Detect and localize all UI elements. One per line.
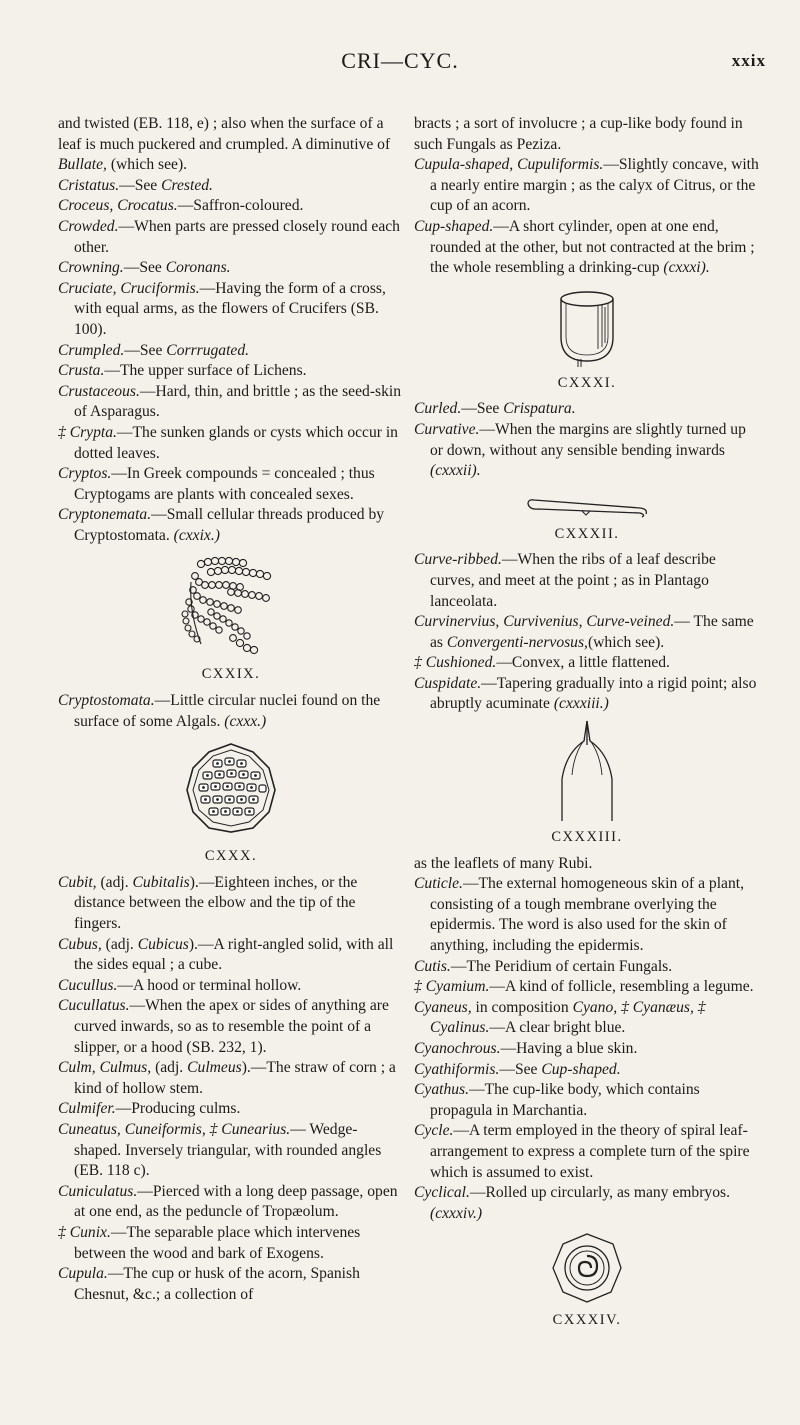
entry-cucullatus: Cucullatus.—When the apex or sides of anything are curved inwards, so as to resemble the point of a slipper, or a hood (SB. 232, 1). — [58, 997, 389, 1056]
entry-cristatus: Cristatus.—See Crested. — [58, 176, 213, 194]
entry-culm: Culm, Culmus, (adj. Culmeus).—The straw of corn ; a kind of hollow stem. — [58, 1059, 396, 1097]
entry-cuspidate: Cuspidate.—Tapering gradually into a rigid point; also abruptly acuminate (cxxxiii.) — [414, 674, 757, 713]
entry-crusta: Crusta.—The upper surface of Lichens. — [58, 362, 307, 380]
entry-cyaneus: Cyaneus, in composition Cyano, ‡ Cyanæus, ‡ Cyalinus.—A clear bright blue. — [414, 998, 706, 1037]
curvative-margin-illustration — [522, 496, 652, 520]
entry-crowning: Crowning.—See Coronans. — [58, 259, 231, 277]
entry-crustaceous: Crustaceous.—Hard, thin, and brittle ; as the seed-skin of Asparagus. — [58, 382, 402, 421]
cellular-threads-illustration — [171, 552, 291, 660]
entry-culmifer: Culmifer.—Producing culms. — [58, 1100, 241, 1118]
entry: and twisted (EB. 118, e) ; also when the surface of a leaf is much puckered and crumpled. A diminutive of Bullate, (which see). — [58, 115, 391, 174]
page-header — [0, 0, 800, 100]
figure-caption: CXXXIII. — [551, 829, 623, 846]
figure-cxxix — [58, 552, 404, 660]
figure-cxxxiv — [414, 1230, 760, 1306]
entry: bracts ; a sort of involucre ; a cup-like body found in such Fungals as Peziza. — [414, 115, 743, 153]
entry-curve-ribbed: Curve-ribbed.—When the ribs of a leaf describe curves, and meet at the point ; as in Plantago lanceolata. — [414, 551, 716, 610]
entry-cuticle: Cuticle.—The external homogeneous skin of a plant, consisting of a tough membrane overlying the epidermis. The word is also used for the skin of anything, including the epidermis. — [414, 875, 744, 955]
entry-curvinervius: Curvinervius, Curvivenius, Curve-veined.— The same as Convergenti-nervosus,(which see). — [414, 613, 754, 651]
entry-cuneatus: Cuneatus, Cuneiformis, ‡ Cunearius.— Wedge-shaped. Inversely triangular, with rounded angles (EB. 118 c). — [58, 1120, 382, 1180]
cuspidate-leaf-illustration — [552, 719, 622, 823]
figure-cxxx — [58, 740, 404, 836]
entry-continuation: as the leaflets of many Rubi. — [414, 854, 593, 872]
entry-cyclical: Cyclical.—Rolled up circularly, as many embryos. (cxxxiv.) — [414, 1184, 730, 1222]
entry-curvative: Curvative.—When the margins are slightly turned up or down, without any sensible bending inwards (cxxxii). — [414, 420, 746, 480]
figure-caption: CXXXI. — [557, 374, 617, 391]
entry-cupula: Cupula.—The cup or husk of the acorn, Spanish Chesnut, &c.; a collection of — [58, 1265, 360, 1303]
thread — [208, 609, 250, 639]
entry-cyathus: Cyathus.—The cup-like body, which contains propagula in Marchantia. — [414, 1081, 700, 1119]
left-column — [58, 114, 404, 1305]
entry-cushioned: ‡ Cushioned.—Convex, a little flattened. — [414, 654, 670, 672]
thread — [192, 573, 244, 591]
thread — [182, 611, 200, 642]
entry-cubus: Cubus, (adj. Cubicus).—A right-angled solid, with all the sides equal ; a cube. — [58, 935, 394, 974]
figure-caption: CXXXIV. — [552, 1312, 622, 1329]
running-title: CRI—CYC. — [341, 48, 459, 73]
right-column — [414, 114, 760, 1337]
thread — [197, 558, 246, 568]
thread — [228, 589, 270, 602]
figure-cxxxii — [414, 496, 760, 520]
page-number: xxix — [731, 51, 766, 70]
entry-crypta: ‡ Crypta.—The sunken glands or cysts which occur in dotted leaves. — [58, 423, 398, 462]
entry-crumpled: Crumpled.—See Corrrugated. — [58, 341, 250, 359]
entry-cupula-shaped: Cupula-shaped, Cupuliformis.—Slightly concave, with a nearly entire margin ; as the calyx of Citrus, or the cup of an acorn. — [414, 156, 759, 215]
entry-cyanochrous: Cyanochrous.—Having a blue skin. — [414, 1040, 638, 1057]
cryptostomata-illustration — [183, 740, 279, 836]
entry-curled: Curled.—See Crispatura. — [414, 400, 576, 418]
figure-caption: CXXIX. — [201, 666, 261, 683]
entry-cuniculatus: Cuniculatus.—Pierced with a long deep passage, open at one end, as the peduncle of Tropæolum. — [58, 1182, 398, 1221]
entry-cucullus: Cucullus.—A hood or terminal hollow. — [58, 976, 302, 994]
entry-cruciate: Cruciate, Cruciformis.—Having the form of a cross, with equal arms, as the flowers of Crucifers (SB. 100). — [58, 279, 386, 338]
figure-caption: CXXX. — [204, 848, 258, 865]
cup-shaped-illustration — [552, 289, 622, 369]
figure-caption: CXXXII. — [554, 525, 620, 542]
figure-cxxxiii — [414, 719, 760, 823]
entry-cunix: ‡ Cunix.—The separable place which intervenes between the wood and bark of Exogens. — [58, 1223, 361, 1262]
entry-cyamium: ‡ Cyamium.—A kind of follicle, resembling a legume. — [414, 978, 754, 996]
entry-croceus: Croceus, Crocatus.—Saffron-coloured. — [58, 197, 304, 215]
entry-cutis: Cutis.—The Peridium of certain Fungals. — [414, 957, 673, 975]
entry-cyathiformis: Cyathiformis.—See Cup-shaped. — [414, 1060, 621, 1078]
entry-cryptostomata: Cryptostomata.—Little circular nuclei found on the surface of some Algals. (cxxx.) — [58, 692, 381, 730]
cyclical-embryo-illustration — [549, 1230, 625, 1306]
entry-cryptonemata: Cryptonemata.—Small cellular threads produced by Cryptostomata. (cxxix.) — [58, 506, 385, 544]
entry-cup-shaped: Cup-shaped.—A short cylinder, open at one end, rounded at the other, but not contracted at the brim ; the whole resembling a drinking-cup (cxxxi). — [414, 217, 755, 277]
figure-cxxxi — [414, 289, 760, 369]
entry-cryptos: Cryptos.—In Greek compounds = concealed ; thus Cryptogams are plants with concealed sexes. — [58, 465, 375, 503]
entry-cycle: Cycle.—A term employed in the theory of spiral leaf-arrangement to express a complete turn of the spire which is assumed to exist. — [414, 1122, 750, 1181]
entry-crowded: Crowded.—When parts are pressed closely round each other. — [58, 217, 400, 256]
entry-cubit: Cubit, (adj. Cubitalis).—Eighteen inches, or the distance between the elbow and the tip of the fingers. — [58, 873, 358, 933]
thread — [207, 567, 270, 580]
